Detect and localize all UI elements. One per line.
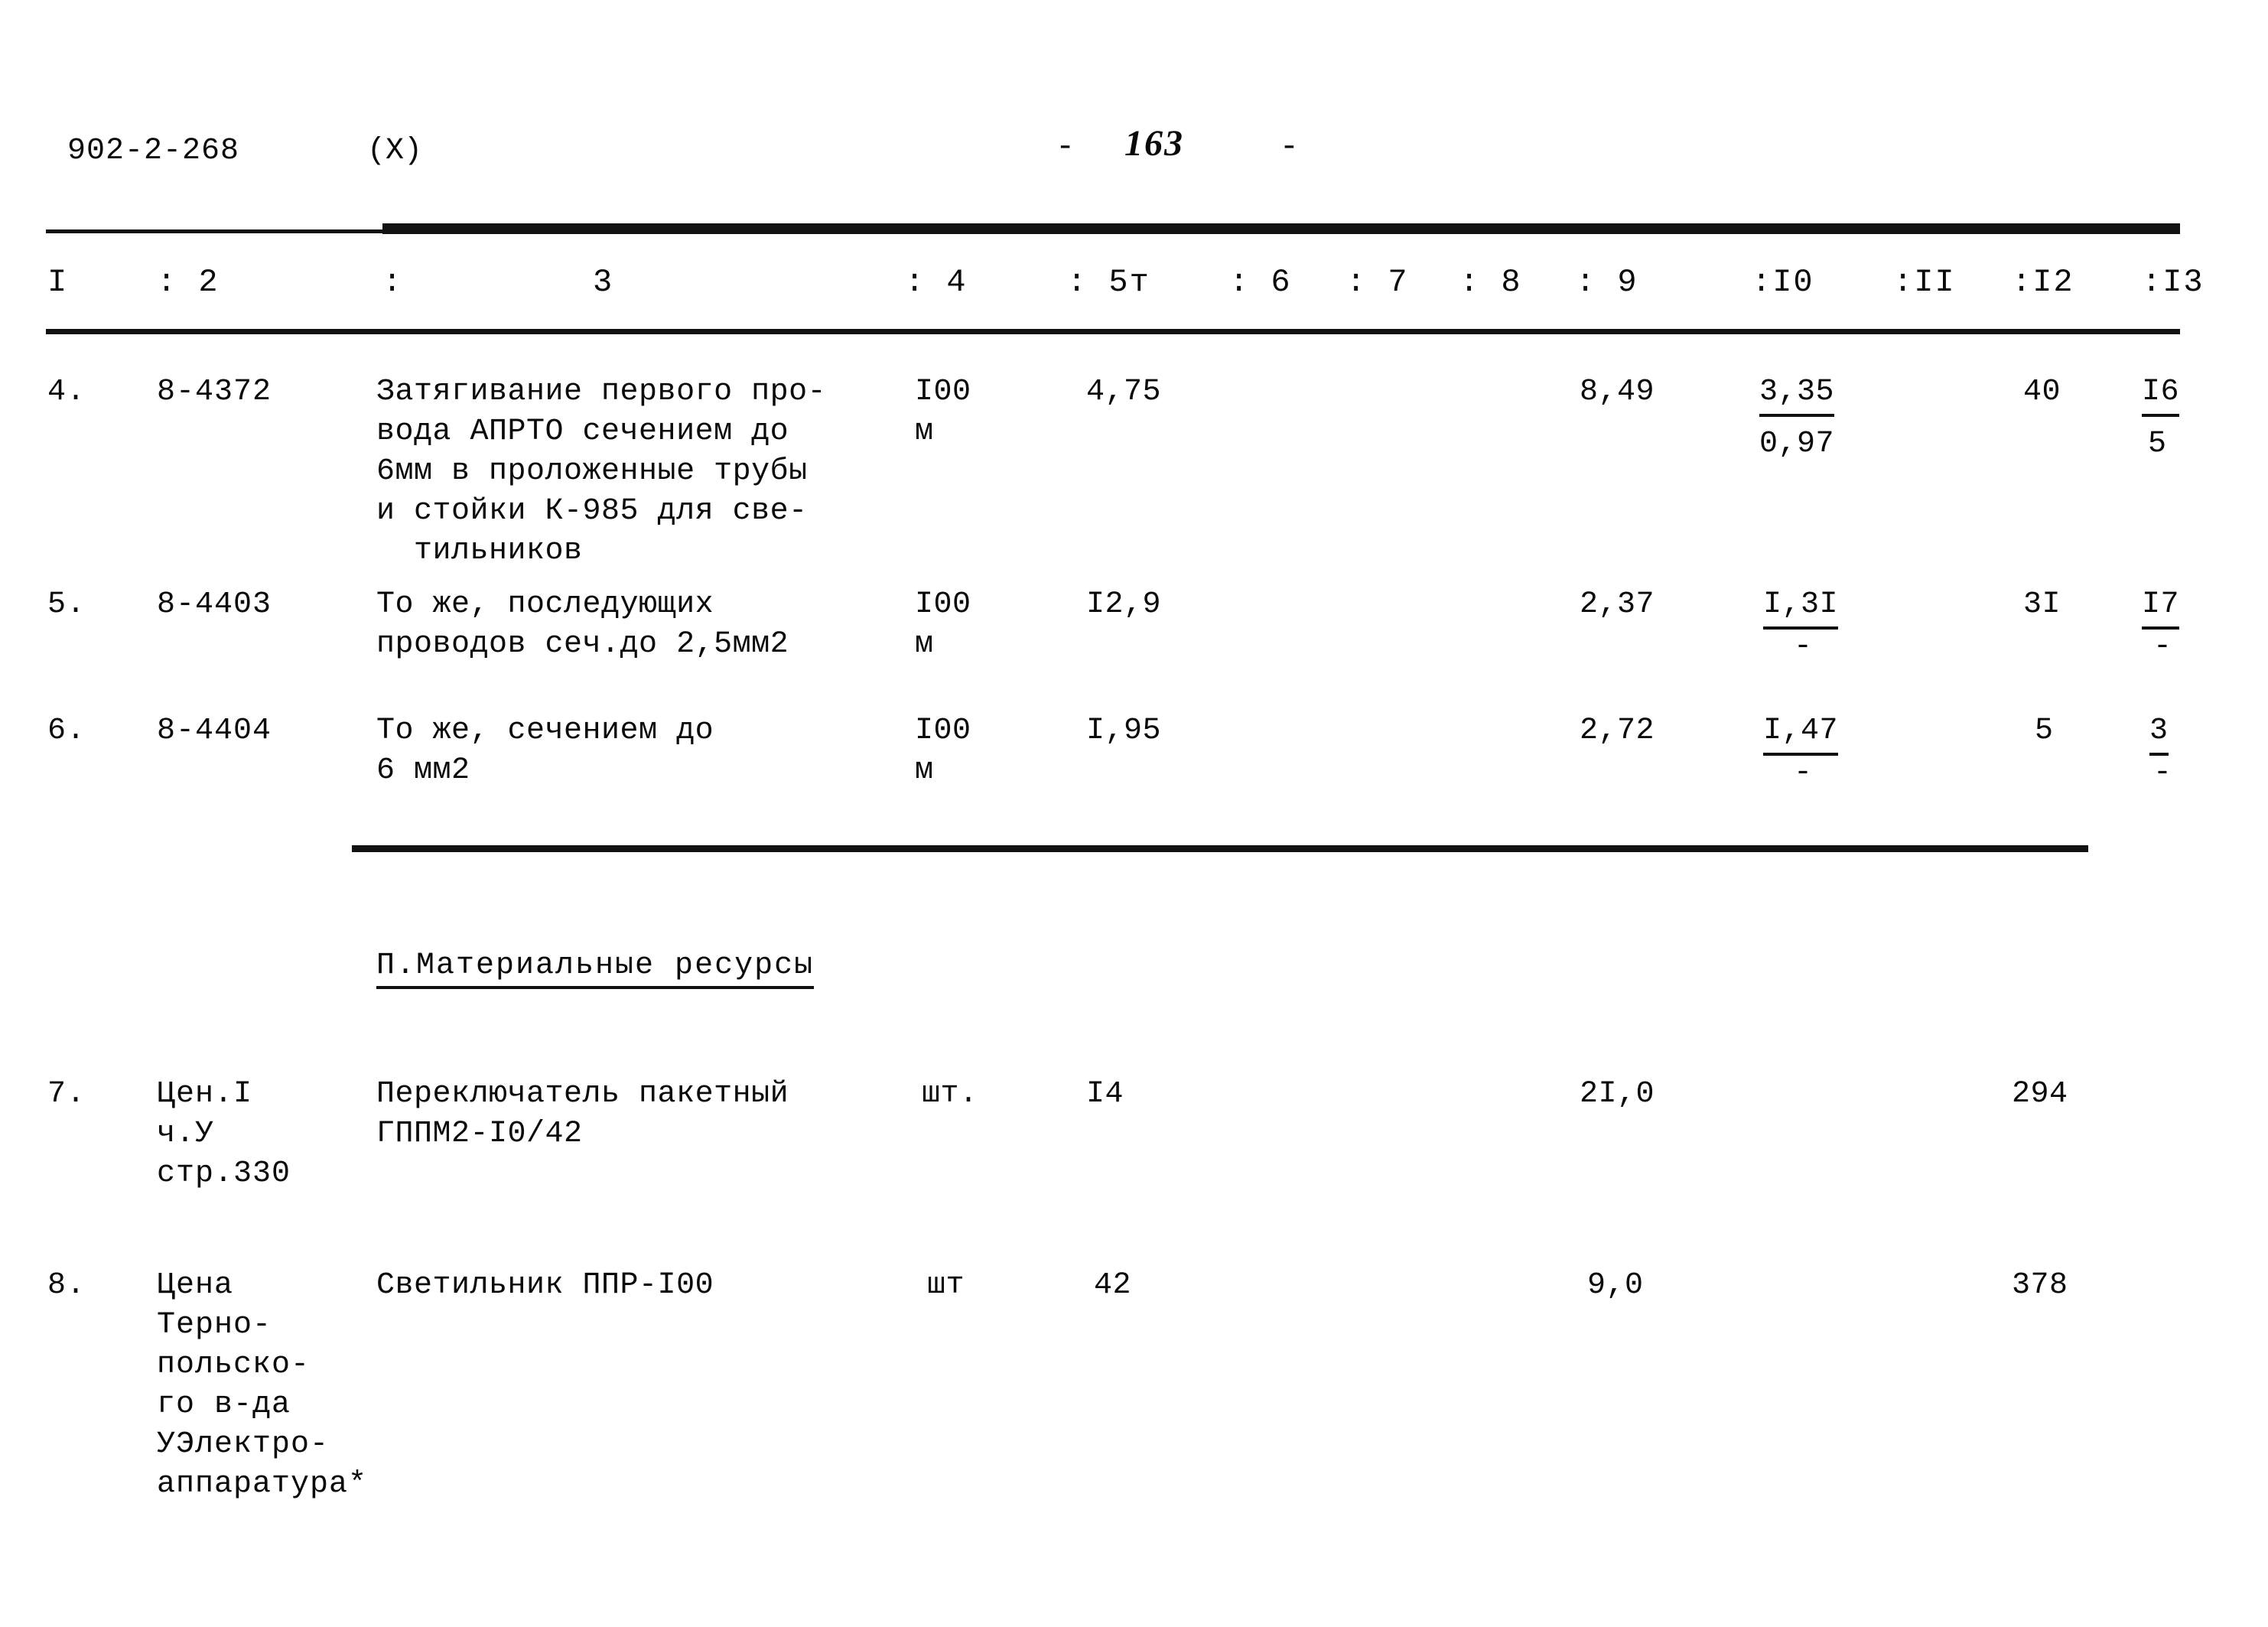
table-row-col10-bottom: 0,97 — [1759, 427, 1835, 461]
table-row-col9: 2,72 — [1580, 714, 1655, 748]
table-row-number: 6. — [47, 714, 86, 748]
material-row-col5: I4 — [1086, 1077, 1124, 1111]
table-row-col13-bottom: 5 — [2148, 427, 2167, 461]
table-row-description: То же, последующих проводов сеч.до 2,5мм2 — [376, 587, 789, 662]
material-row-code: Цена Терно- польско- го в-да УЭлектро- аппаратура* — [157, 1268, 368, 1502]
table-row-unit: I00 м — [915, 714, 971, 788]
table-row-description: Затягивание первого про- вода АПРТО сечением до 6мм в проложенные трубы и стойки К-985 для све- тильников — [376, 375, 827, 568]
column-header-7: : 7 — [1346, 264, 1409, 301]
dash-right: - — [1279, 129, 1299, 165]
table-row-col10-top: I,3I — [1763, 585, 1838, 630]
column-header-9: : 9 — [1576, 264, 1638, 301]
column-header-11: :II — [1893, 264, 1956, 301]
table-row-col9: 8,49 — [1580, 375, 1655, 409]
material-row-col9: 9,0 — [1587, 1268, 1644, 1303]
table-row-code: 8-4372 — [157, 375, 272, 409]
table-row-col12: 40 — [2023, 375, 2061, 409]
column-header-8: : 8 — [1459, 264, 1522, 301]
table-row-col10-top: 3,35 — [1759, 373, 1834, 417]
table-row-col13-top: 3 — [2149, 711, 2169, 756]
table-row-col13-top: I6 — [2142, 373, 2179, 417]
material-row-unit: шт. — [922, 1077, 978, 1111]
rule-under-header — [46, 329, 2180, 334]
table-row-col10-bottom: - — [1794, 756, 1813, 790]
table-row-col12: 5 — [2035, 714, 2054, 748]
table-row-description: То же, сечением до 6 мм2 — [376, 714, 714, 788]
material-row-col5: 42 — [1094, 1268, 1132, 1303]
column-header-12: :I2 — [2012, 264, 2074, 301]
section-title: П.Материальные ресурсы — [376, 949, 814, 989]
document-code: 902-2-268 — [67, 134, 240, 168]
material-row-description: Светильник ППР-I00 — [376, 1268, 714, 1303]
rule-mid-section — [352, 845, 2088, 852]
column-header-1: I — [47, 264, 69, 301]
page-number-block — [1056, 122, 1299, 165]
table-row-col10-bottom: - — [1794, 630, 1813, 664]
table-row-col5: I2,9 — [1086, 587, 1162, 622]
column-header-6: : 6 — [1229, 264, 1292, 301]
column-header-4: : 4 — [905, 264, 968, 301]
material-row-code: Цен.I ч.У стр.330 — [157, 1077, 291, 1191]
table-row-col5: 4,75 — [1086, 375, 1162, 409]
column-header-colon: : — [382, 264, 404, 301]
table-row-col12: 3I — [2023, 587, 2061, 622]
table-row-unit: I00 м — [915, 375, 971, 449]
column-header-5: : 5т — [1067, 264, 1150, 301]
table-row-code: 8-4403 — [157, 587, 272, 622]
document-mark: (X) — [367, 134, 423, 168]
table-row-number: 4. — [47, 375, 86, 409]
table-row-number: 5. — [47, 587, 86, 622]
column-header-3: 3 — [593, 264, 614, 301]
material-row-unit: шт — [927, 1268, 965, 1303]
material-row-col12: 378 — [2012, 1268, 2068, 1303]
rule-top-thick — [382, 223, 2180, 234]
column-header-13: :I3 — [2142, 264, 2205, 301]
material-row-number: 7. — [47, 1077, 86, 1111]
table-row-col5: I,95 — [1086, 714, 1162, 748]
table-row-col13-bottom: - — [2153, 756, 2172, 790]
table-row-col9: 2,37 — [1580, 587, 1655, 622]
page-number: 163 — [1124, 123, 1184, 164]
column-header-10: :I0 — [1752, 264, 1814, 301]
table-row-code: 8-4404 — [157, 714, 272, 748]
table-row-col13-top: I7 — [2142, 585, 2179, 630]
material-row-number: 8. — [47, 1268, 86, 1303]
table-row-unit: I00 м — [915, 587, 971, 662]
table-row-col10-top: I,47 — [1763, 711, 1838, 756]
dash-left: - — [1056, 129, 1075, 165]
material-row-col9: 2I,0 — [1580, 1077, 1655, 1111]
material-row-description: Переключатель пакетный ГППМ2-I0/42 — [376, 1077, 789, 1151]
material-row-col12: 294 — [2012, 1077, 2068, 1111]
column-header-2: : 2 — [157, 264, 220, 301]
table-row-col13-bottom: - — [2153, 630, 2172, 664]
